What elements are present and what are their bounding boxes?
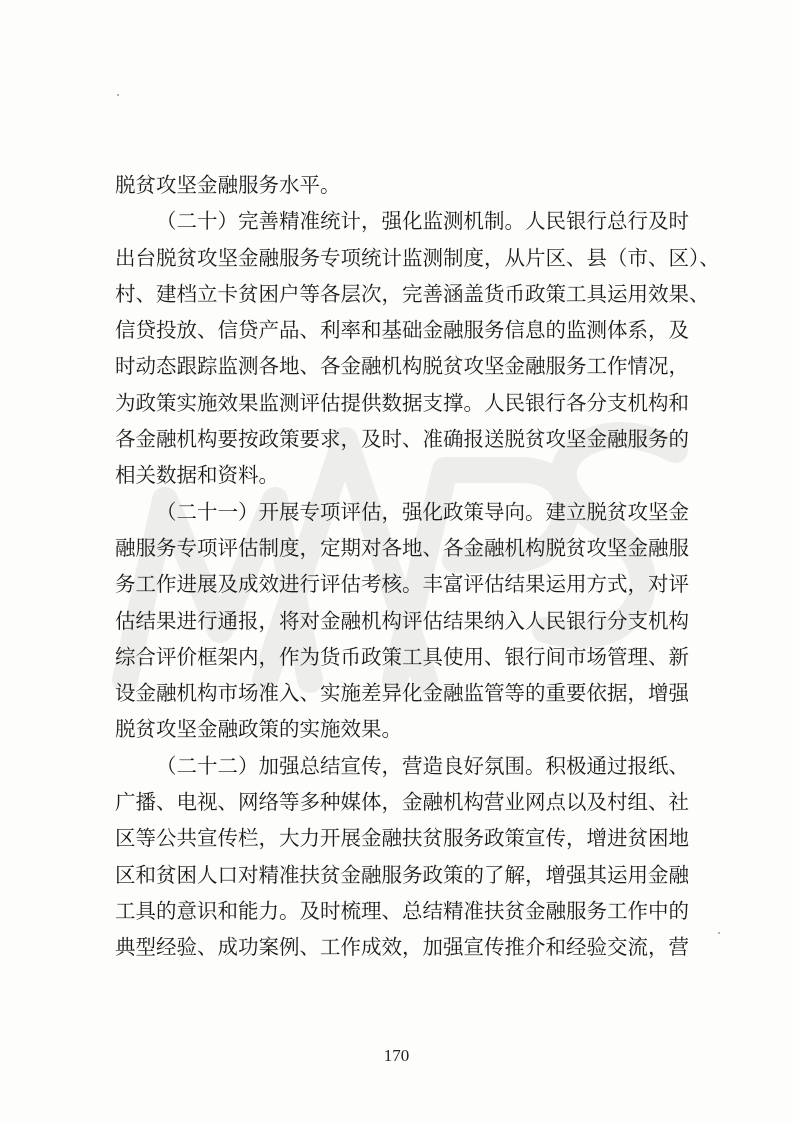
- text-line: 村、建档立卡贫困户等各层次，完善涵盖货币政策工具运用效果、: [115, 281, 710, 306]
- text-line: 工具的意识和能力。及时梳理、总结精准扶贫金融服务工作中的: [115, 898, 689, 923]
- text-line: 脱贫攻坚金融服务水平。: [115, 173, 341, 197]
- text-line: 信贷投放、信贷产品、利率和基础金融服务信息的监测体系，及: [115, 318, 689, 343]
- text-line: 出台脱贫攻坚金融服务专项统计监测制度，从片区、县（市、区）、: [115, 245, 720, 270]
- section-heading-line: （二十）完善精准统计，强化监测机制。人民银行总行及时: [156, 209, 689, 234]
- scan-speck: [718, 932, 720, 934]
- text-line: 估结果进行通报，将对金融机构评估结果纳入人民银行分支机构: [115, 608, 689, 633]
- text-line: 脱贫攻坚金融政策的实施效果。: [115, 717, 402, 742]
- text-line: 为政策实施效果监测评估提供数据支撑。人民银行各分支机构和: [115, 390, 689, 415]
- section-heading-line: （二十一）开展专项评估，强化政策导向。建立脱贫攻坚金: [156, 499, 689, 524]
- body-text: [115, 167, 720, 966]
- text-line: 设金融机构市场准入、实施差异化金融监管等的重要依据，增强: [115, 681, 689, 706]
- text-line: 广播、电视、网络等多种媒体，金融机构营业网点以及村组、社: [115, 790, 689, 815]
- text-line: 时动态跟踪监测各地、各金融机构脱贫攻坚金融服务工作情况，: [115, 354, 689, 379]
- text-line: 相关数据和资料。: [115, 463, 279, 488]
- scan-speck: [117, 94, 119, 96]
- text-line: 综合评价框架内，作为货币政策工具使用、银行间市场管理、新: [115, 644, 689, 669]
- section-heading-line: （二十二）加强总结宣传，营造良好氛围。积极通过报纸、: [156, 753, 689, 778]
- text-line: 融服务专项评估制度，定期对各地、各金融机构脱贫攻坚金融服: [115, 535, 689, 560]
- text-line: 各金融机构要按政策要求，及时、准确报送脱贫攻坚金融服务的: [115, 427, 689, 452]
- text-line: 典型经验、成功案例、工作成效，加强宣传推介和经验交流，营: [115, 935, 689, 960]
- page-number: 170: [383, 1046, 410, 1065]
- text-line: 区和贫困人口对精准扶贫金融服务政策的了解，增强其运用金融: [115, 862, 689, 887]
- text-line: 务工作进展及成效进行评估考核。丰富评估结果运用方式，对评: [115, 572, 689, 597]
- text-line: 区等公共宣传栏，大力开展金融扶贫服务政策宣传，增进贫困地: [115, 826, 689, 851]
